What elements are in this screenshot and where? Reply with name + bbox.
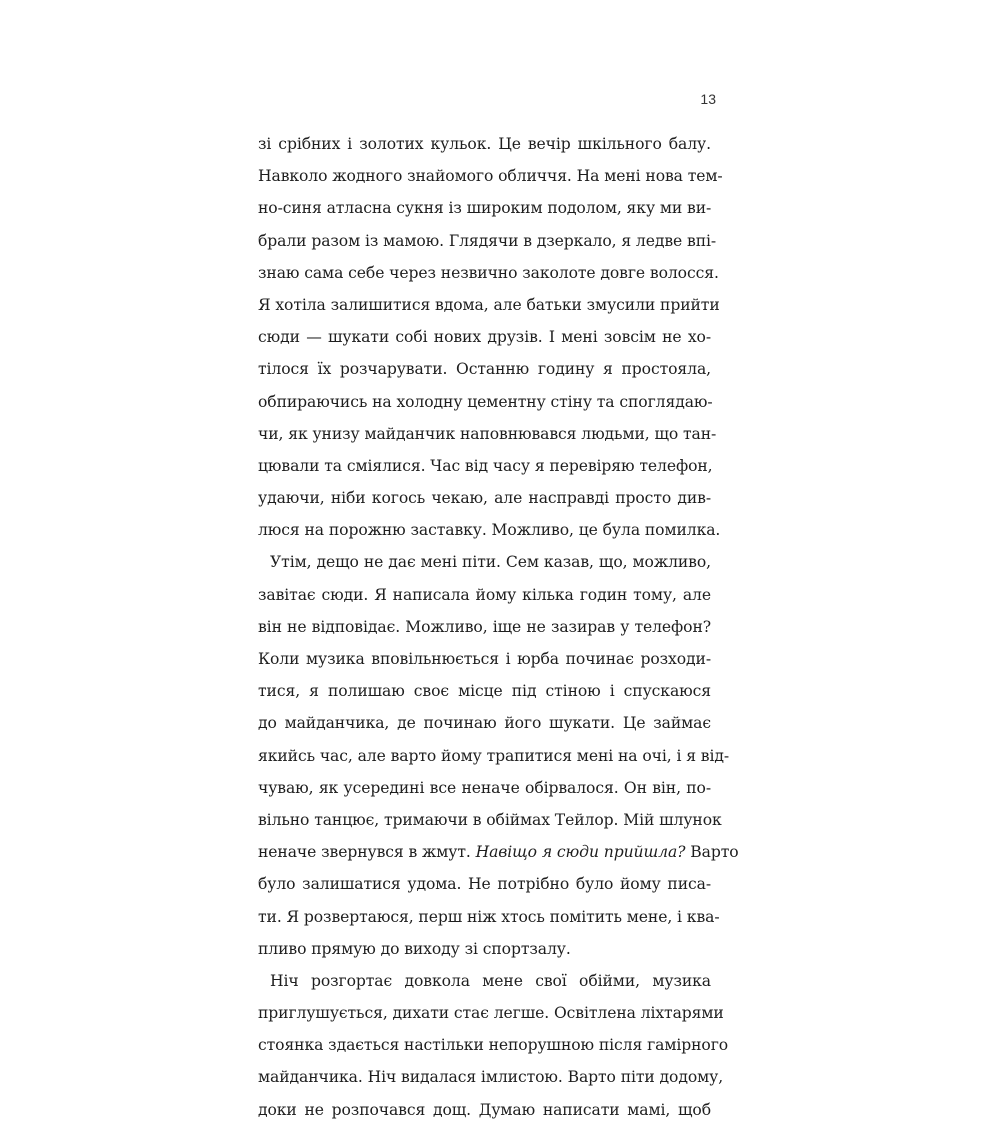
text-line: удаючи, ніби когось чекаю, але насправді просто див- [258,489,711,508]
text-line: знаю сама себе через незвично заколоте довге волосся. [258,263,719,282]
text-line: обпираючись на холодну цементну стіну та споглядаю- [258,392,713,411]
text-line: Утім, дещо не дає мені піти. Сем казав, що, можливо, [270,553,711,572]
text-line: вільно танцює, тримаючи в обіймах Тейлор. Мій шлунок [258,810,722,829]
text-line: стоянка здається настільки непорушною після гамірного [258,1036,729,1055]
text-line: доки не розпочався дощ. Думаю написати мамі, щоб [258,1100,711,1119]
text-line: чи, як унизу майданчик наповнювався людьми, що тан- [258,424,717,443]
text-line-with-italic [258,836,739,868]
text-line: пливо прямую до виходу зі спортзалу. [258,939,571,958]
text-line: Коли музика вповільнюється і юрба починає розходи- [258,650,711,668]
text-line: ти. Я розвертаюся, перш ніж хтось помітить мене, і ква- [258,907,720,926]
text-segment: неначе звернувся в жмут. [258,843,471,862]
text-line: тілося їх розчарувати. Останню годину я простояла, [258,360,711,379]
text-line: якийсь час, але варто йому трапитися мені на очі, і я від- [258,746,730,765]
text-segment: Варто [690,843,739,862]
text-line: майданчика. Ніч видалася імлистою. Варто піти додому, [258,1068,724,1087]
text-line: цювали та сміялися. Час від часу я перевіряю телефон, [258,456,713,475]
text-line: тися, я полишаю своє місце під стіною і спускаюся [258,682,711,701]
text-line: Навколо жодного знайомого обличчя. На мені нова тем- [258,167,723,186]
text-line: брали разом із мамою. Глядячи в дзеркало, я ледве впі- [258,231,717,250]
text-line: Я хотіла залишитися вдома, але батьки змусили прийти [258,295,720,314]
body-text [258,128,739,1126]
text-line: було залишатися удома. Не потрібно було йому писа- [258,875,711,894]
text-line: зі срібних і золотих кульок. Це вечір шкільного балу. [258,135,711,153]
page-number: 13 [700,91,716,107]
text-line: до майданчика, де починаю його шукати. Це займає [258,714,711,733]
text-line: но-синя атласна сукня із широким подолом, яку ми ви- [258,199,712,218]
italic-thought: Навіщо я сюди прийшла? [475,843,686,862]
text-line: люся на порожню заставку. Можливо, це була помилка. [258,521,721,540]
text-line: він не відповідає. Можливо, іще не зазирав у телефон? [258,617,711,636]
text-line: завітає сюди. Я написала йому кілька годин тому, але [258,585,711,604]
text-line: сюди — шукати собі нових друзів. І мені зовсім не хо- [258,328,711,347]
text-line: приглушується, дихати стає легше. Освітлена ліхтарями [258,1004,724,1023]
text-line: Ніч розгортає довкола мене свої обійми, музика [270,971,711,990]
text-line: чуваю, як усередині все неначе обірвалося. Он він, по- [258,778,711,797]
